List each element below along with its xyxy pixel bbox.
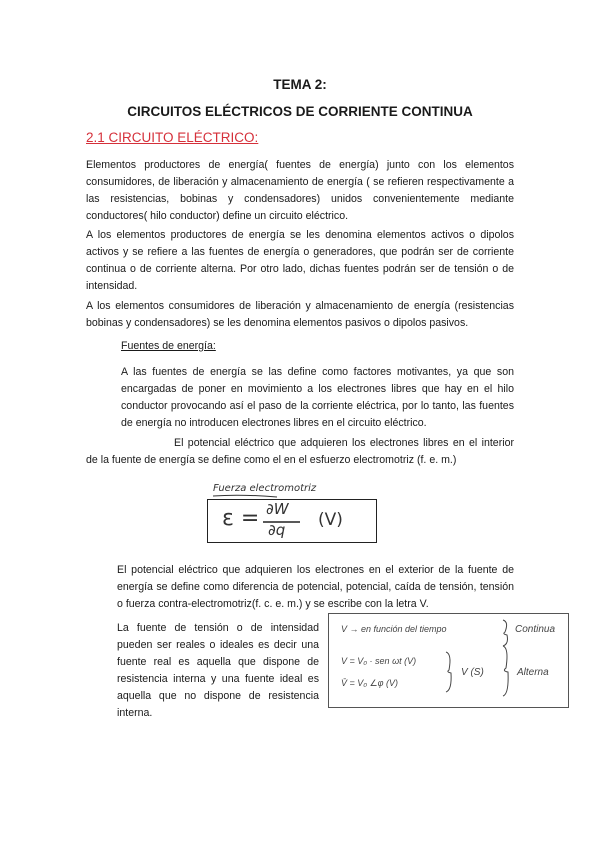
- formula-denominator: ∂q: [268, 521, 286, 539]
- paragraph-emf: El potencial eléctrico que adquieren los electrones libres en el interior de la fuente de energía se define como el en el esfuerzo electromotriz (f. e. m.): [86, 437, 514, 466]
- formula-lhs: ε =: [222, 506, 260, 531]
- note-phasor-voltage: V̄ = V₀ ∠φ (V): [341, 678, 398, 688]
- note-alterna: Alterna: [517, 667, 549, 678]
- emf-formula: [207, 483, 379, 545]
- brace-icon: [443, 650, 455, 694]
- paragraph-energy-sources: A las fuentes de energía se las define como factores motivantes, ya que son encargadas de poner en movimiento a los electrones libres que hay en el hilo conductor provocando así el paso de la corriente eléctrica, por lo tanto, las fuentes de energía no introducen electrones libres en el circuito eléctrico.: [121, 366, 514, 429]
- chapter-title: TEMA 2:: [273, 77, 327, 92]
- formula-box: [207, 499, 377, 543]
- note-continua: Continua: [515, 624, 556, 635]
- handwritten-notes-box: [328, 613, 569, 708]
- note-time-function: V → en función del tiempo: [341, 624, 447, 634]
- chapter-subtitle: CIRCUITOS ELÉCTRICOS DE CORRIENTE CONTINUA: [127, 104, 473, 119]
- brace-icon: [499, 644, 513, 698]
- formula-numerator: ∂W: [266, 500, 289, 518]
- paragraph-potential-difference: El potencial eléctrico que adquieren los electrones en el exterior de la fuente de energía se define como diferencia de potencial, potencial, caída de tensión, tensión o fuerza contra-electromotriz(f. c. e. m.) y se escribe con la letra V.: [117, 564, 514, 610]
- subsection-heading: Fuentes de energía:: [121, 340, 216, 352]
- paragraph-real-ideal-sources: La fuente de tensión o de intensidad pueden ser reales o ideales es decir una fuente real es aquella que dispone de resistencia interna y una fuente ideal es aquella que no dispone de resistencia interna.: [117, 622, 319, 719]
- formula-unit: (V): [318, 510, 343, 530]
- section-heading: 2.1 CIRCUITO ELÉCTRICO:: [86, 130, 259, 145]
- note-sine-voltage: V = V₀ · sen ωt (V): [341, 656, 417, 666]
- paragraph-active-elements: A los elementos productores de energía se les denomina elementos activos o dipolos activos y se refiere a las fuentes de energía o generadores, que podrán ser de corriente continua o de corriente alterna. Por otro lado, dichas fuentes podrán ser de tensión o de intensidad.: [86, 229, 514, 292]
- paragraph-circuit-definition: Elementos productores de energía( fuentes de energía) junto con los elementos consumidores, de liberación y almacenamiento de energía ( se refieren respectivamente a las resistencias, bobinas y condensadores) unidos convenientemente mediante conductores( hilo conductor) define un circuito eléctrico.: [86, 159, 514, 222]
- note-v-s: V (S): [461, 667, 484, 678]
- paragraph-passive-elements: A los elementos consumidores de liberación y almacenamiento de energía (resistencias bobinas y condensadores) se les denomina elementos pasivos o dipolos pasivos.: [86, 300, 514, 329]
- formula-label: Fuerza electromotriz: [213, 483, 317, 494]
